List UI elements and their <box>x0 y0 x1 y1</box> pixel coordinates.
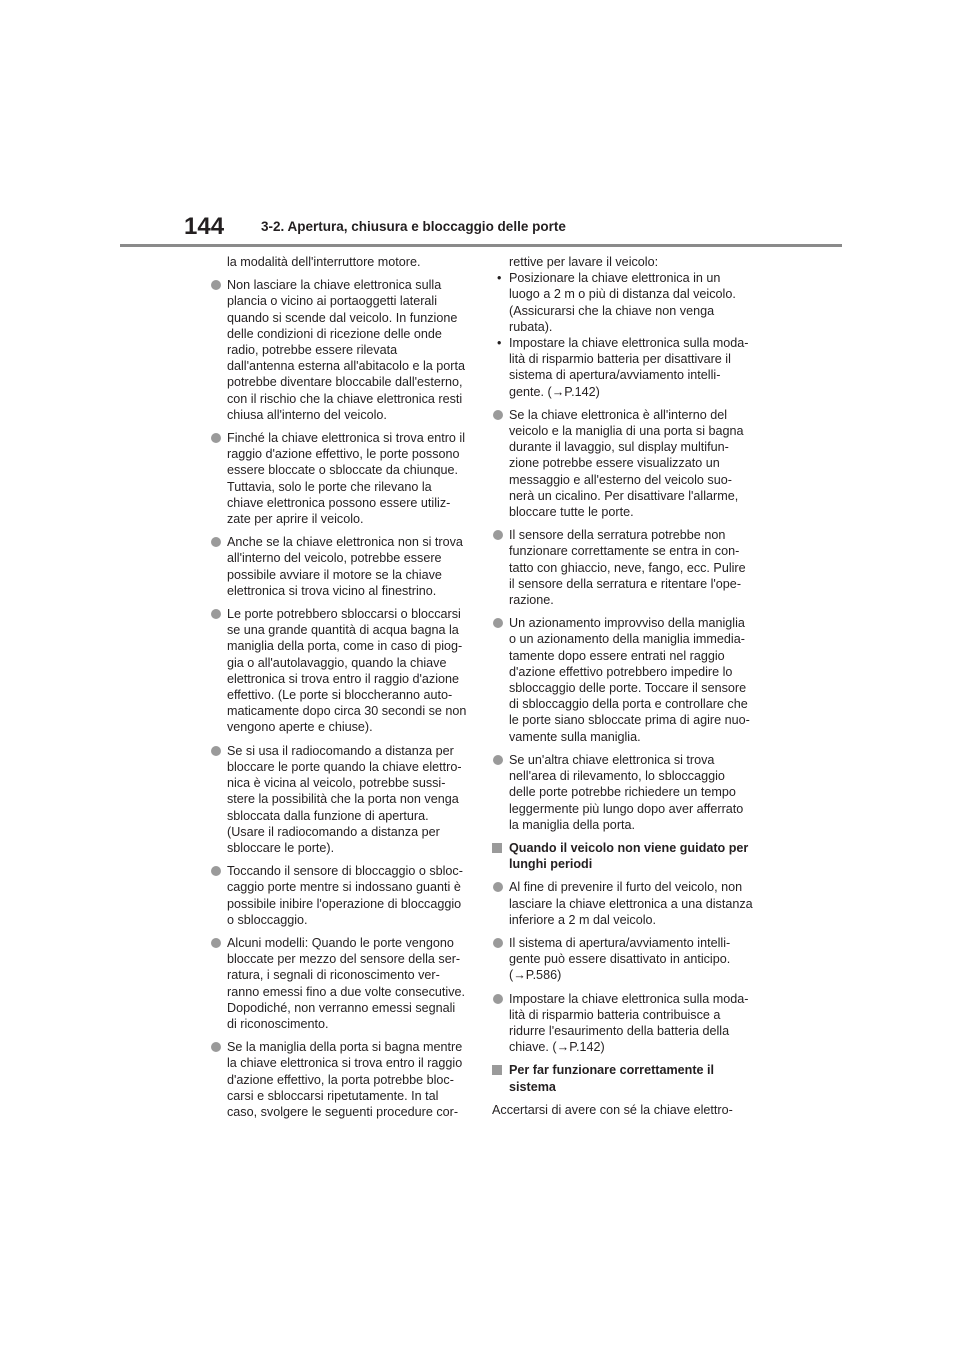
bullet-text: Finché la chiave elettronica si trova entro il raggio d'azione effettivo, le porte possono essere bloccate o sbloccate da chiunque. Tuttavia, solo le porte che rilevano la chiave elettronica possono essere utiliz-zate per aprire il veicolo. <box>227 431 465 527</box>
sub-item-text: Impostare la chiave elettronica sulla moda-lità di risparmio batteria per disattivare il sistema di apertura/avviamento intelli-gente. (→P.142) <box>509 336 749 399</box>
bullet-item <box>492 879 754 928</box>
sub-list-item <box>492 335 754 400</box>
bullet-dot-icon <box>493 994 503 1004</box>
bullet-item <box>210 277 468 423</box>
bullet-text: Se un'altra chiave elettronica si trova nell'area di rilevamento, lo sbloccaggio delle porte potrebbe richiedere un tempo leggermente più lungo dopo aver afferrato la maniglia della porta. <box>509 752 744 832</box>
bullet-item <box>492 935 754 984</box>
bullet-item <box>210 743 468 856</box>
sub-list-item <box>492 270 754 335</box>
heading-square-icon <box>492 1065 502 1075</box>
bullet-text: Toccando il sensore di bloccaggio o sbloc-caggio porte mentre si indossano guanti è possibile inibire l'operazione di bloccaggio o sbloccaggio. <box>227 864 463 927</box>
bullet-text: Anche se la chiave elettronica non si trova all'interno del veicolo, potrebbe essere possibile avviare il motore se la chiave elettronica si trova vicino al finestrino. <box>227 535 463 598</box>
heading-text: Quando il veicolo non viene guidato per lunghi periodi <box>509 840 749 872</box>
section-heading <box>492 1062 754 1094</box>
heading-text: Per far funzionare correttamente il sistema <box>509 1063 715 1094</box>
right-column <box>492 254 754 1118</box>
bullet-dot-icon <box>211 1042 221 1052</box>
bullet-text: Non lasciare la chiave elettronica sulla plancia o vicino ai portaoggetti laterali quando si scende dal veicolo. In funzione delle condizioni di ricezione delle onde radio, potrebbe essere rilevata dall'antenna esterna all'abitacolo e la porta potrebbe diventare bloccabile dall'esterno, con il rischio che la chiave elettronica resti chiusa all'interno del veicolo. <box>227 278 465 422</box>
bullet-item <box>210 606 468 736</box>
bullet-item <box>492 752 754 833</box>
page-number: 144 <box>184 213 225 240</box>
header-divider <box>120 244 842 247</box>
bullet-item <box>492 991 754 1056</box>
section-heading <box>492 840 754 872</box>
bullet-item <box>210 534 468 599</box>
sub-bullet-mark: • <box>497 336 502 351</box>
bullet-text: Il sensore della serratura potrebbe non funzionare correttamente se entra in con-tatto con ghiaccio, neve, fango, ecc. Pulire il sensore della serratura e ritentare l'ope-razione. <box>509 528 746 608</box>
bullet-dot-icon <box>211 938 221 948</box>
bullet-dot-icon <box>211 537 221 547</box>
bullet-dot-icon <box>493 530 503 540</box>
continuation-text: la modalità dell'interruttore motore. <box>227 255 421 269</box>
bullet-dot-icon <box>493 410 503 420</box>
bullet-text: Se la chiave elettronica è all'interno del veicolo e la maniglia di una porta si bagna durante il lavaggio, sul display multifun-zione potrebbe essere visualizzato un messaggio e all'esterno del veicolo suo-nerà un cicalino. Per disattivare l'allarme, bloccare tutte le porte. <box>509 407 744 520</box>
bullet-item <box>210 935 468 1032</box>
bullet-dot-icon <box>493 755 503 765</box>
bullet-text: Al fine di prevenire il furto del veicolo, non lasciare la chiave elettronica a una distanza inferiore a 2 m dal veicolo. <box>509 880 753 927</box>
bullet-text: Le porte potrebbero sbloccarsi o bloccarsi se una grande quantità di acqua bagna la maniglia della porta, come in caso di piog-gia o all'autolavaggio, quando la chiave elettronica si trova entro il raggio d'azione effettivo. (Le porte si bloccheranno auto-maticamente dopo circa 30 secondi se non vengono aperte e chiuse). <box>227 607 467 735</box>
sub-bullet-mark: • <box>497 271 502 286</box>
bullet-item <box>492 615 754 745</box>
continuation-text: rettive per lavare il veicolo: <box>509 255 659 269</box>
bullet-dot-icon <box>493 938 503 948</box>
bullet-dot-icon <box>211 280 221 290</box>
bullet-item <box>492 527 754 608</box>
left-column <box>210 254 468 1127</box>
bullet-item <box>210 1039 468 1120</box>
bullet-text: Se la maniglia della porta si bagna mentre la chiave elettronica si trova entro il raggio d'azione effettivo, la porta potrebbe bloc-carsi e sbloccarsi ripetutamente. In tal caso, svolgere le seguenti procedure cor- <box>227 1040 463 1119</box>
bullet-text: Impostare la chiave elettronica sulla moda-lità di risparmio batteria contribuisce a ridurre l'esaurimento della batteria della chiave. (→P.142) <box>509 991 749 1055</box>
bullet-text: Il sistema di apertura/avviamento intelli-gente può essere disattivato in anticipo. (→P.586) <box>509 935 731 983</box>
bullet-dot-icon <box>211 746 221 756</box>
body-text: Accertarsi di avere con sé la chiave elettro- <box>492 1102 733 1117</box>
bullet-item <box>210 863 468 928</box>
bullet-dot-icon <box>211 433 221 443</box>
bullet-dot-icon <box>211 866 221 876</box>
bullet-dot-icon <box>493 618 503 628</box>
section-title: 3-2. Apertura, chiusura e bloccaggio delle porte <box>261 219 566 234</box>
sub-item-text: Posizionare la chiave elettronica in un luogo a 2 m o più di distanza dal veicolo. (Assicurarsi che la chiave non venga rubata). <box>509 271 736 334</box>
bullet-item <box>492 407 754 520</box>
bullet-text: Alcuni modelli: Quando le porte vengono bloccate per mezzo del sensore della ser-ratura, i segnali di riconoscimento ver-ranno emessi fino a due volte consecutive. Dopodiché, non verranno emessi segnali di riconoscimento. <box>227 935 466 1031</box>
bullet-item <box>210 430 468 527</box>
bullet-dot-icon <box>493 882 503 892</box>
bullet-text: Un azionamento improvviso della maniglia o un azionamento della maniglia immedia-tamente dopo essere entrati nel raggio d'azione effettivo potrebbero impedire lo sbloccaggio delle porte. Toccare il sensore di sbloccaggio della porta e controllare che le porte siano sbloccate prima di agire nuo-vamente sulla maniglia. <box>509 616 750 744</box>
heading-square-icon <box>492 843 502 853</box>
bullet-text: Se si usa il radiocomando a distanza per bloccare le porte quando la chiave elettro-nica è vicina al veicolo, potrebbe sussi-stere la possibilità che la porta non venga sbloccata dalla funzione di apertura. (Usare il radiocomando a distanza per sbloccare le porte). <box>227 743 462 855</box>
bullet-dot-icon <box>211 609 221 619</box>
